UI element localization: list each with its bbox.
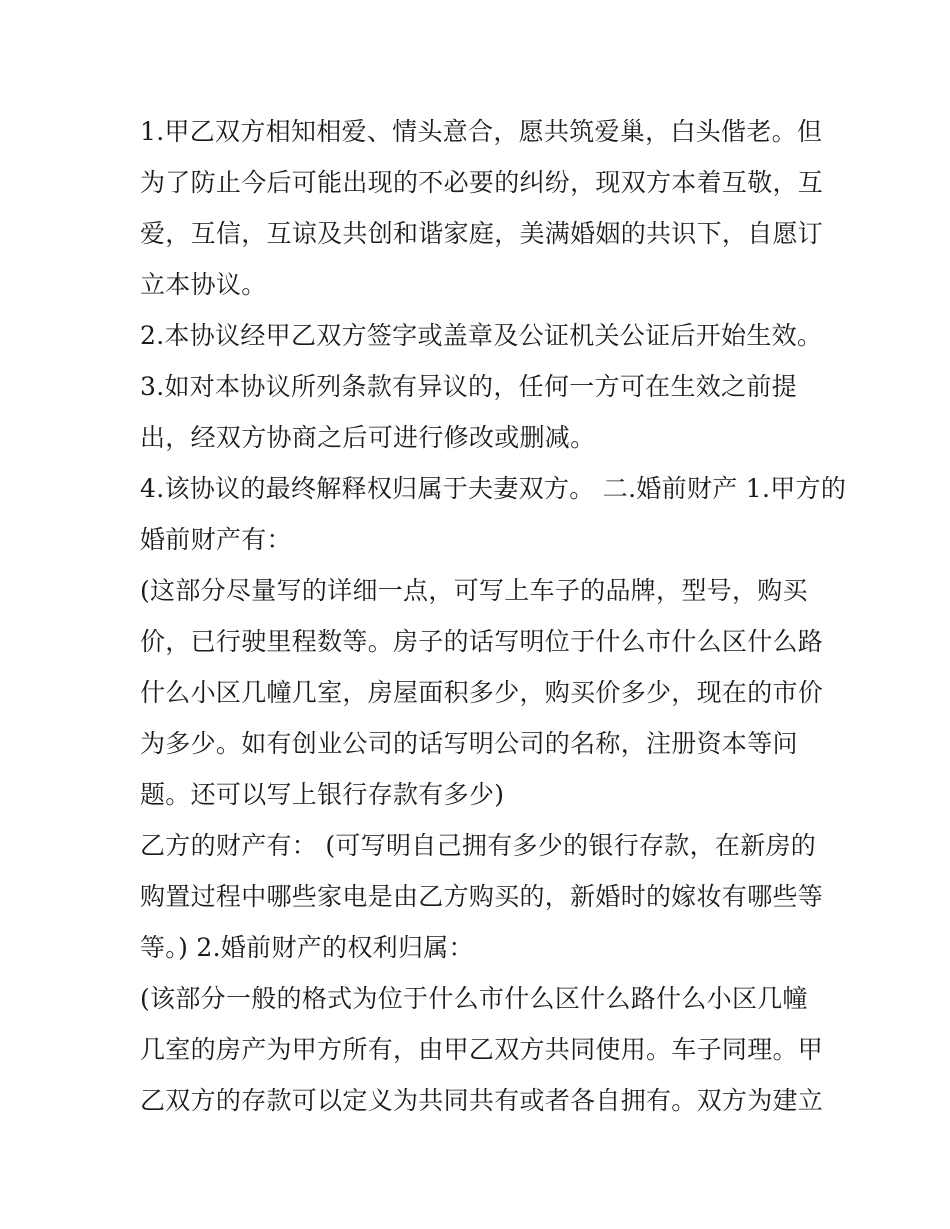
- text-line: 价，已行驶里程数等。房子的话写明位于什么市什么区什么路: [140, 627, 824, 656]
- text-line: 为多少。如有创业公司的话写明公司的名称，注册资本等问: [140, 729, 798, 758]
- text-line: 购置过程中哪些家电是由乙方购买的，新婚时的嫁妆有哪些等: [140, 882, 824, 911]
- text-line: 爱，互信，互谅及共创和谐家庭，美满婚姻的共识下，自愿订: [140, 219, 824, 248]
- text-line: 题。还可以写上银行存款有多少): [140, 780, 505, 809]
- text-line: 立本协议。: [140, 270, 267, 299]
- text-line: 出，经双方协商之后可进行修改或删减。: [140, 423, 596, 452]
- text-line: 3.如对本协议所列条款有异议的，任何一方可在生效之前提: [140, 372, 797, 401]
- text-line: (该部分一般的格式为位于什么市什么区什么路什么小区几幢: [140, 984, 808, 1013]
- text-line: 为了防止今后可能出现的不必要的纠纷，现双方本着互敬，互: [140, 168, 824, 197]
- text-line: 几室的房产为甲方所有，由甲乙双方共同使用。车子同理。甲: [140, 1035, 824, 1064]
- document-body: [140, 106, 847, 1126]
- text-line: (这部分尽量写的详细一点，可写上车子的品牌，型号，购买: [140, 576, 808, 605]
- text-line: 什么小区几幢几室，房屋面积多少，购买价多少，现在的市价: [140, 678, 824, 707]
- text-line: 乙双方的存款可以定义为共同共有或者各自拥有。双方为建立: [140, 1086, 824, 1115]
- text-line: 4.该协议的最终解释权归属于夫妻双方。 二.婚前财产 1.甲方的: [140, 474, 847, 503]
- text-line: 婚前财产有：: [140, 525, 292, 554]
- text-line: 等。) 2.婚前财产的权利归属：: [140, 933, 474, 962]
- text-line: 乙方的财产有： (可写明自己拥有多少的银行存款，在新房的: [140, 831, 817, 860]
- text-line: 2.本协议经甲乙双方签字或盖章及公证机关公证后开始生效。: [140, 321, 823, 350]
- text-line: 1.甲乙双方相知相爱、情头意合，愿共筑爱巢，白头偕老。但: [140, 117, 823, 146]
